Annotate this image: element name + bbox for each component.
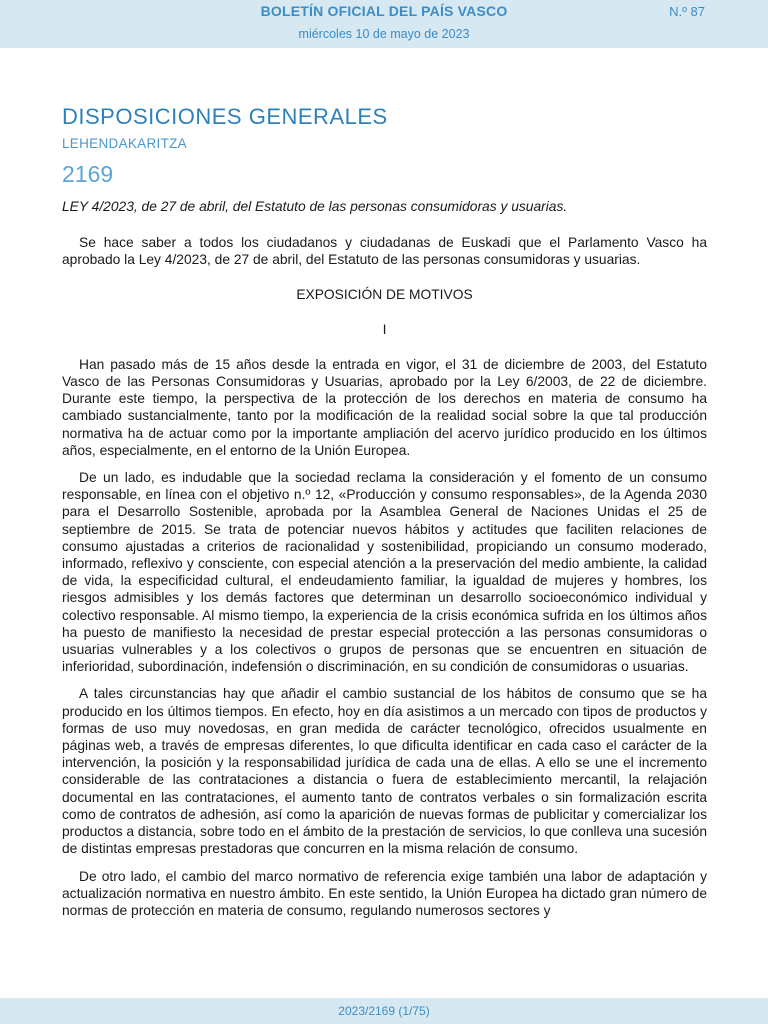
document-body xyxy=(62,234,707,929)
intro-paragraph: Se hace saber a todos los ciudadanos y ciudadanas de Euskadi que el Parlamento Vasco ha aprobado la Ley 4/2023, de 27 de abril, del Estatuto de las personas consumidoras y usuarias. xyxy=(62,235,707,268)
body-paragraph: Han pasado más de 15 años desde la entrada en vigor, el 31 de diciembre de 2003, del Estatuto Vasco de las Personas Consumidoras y Usuarias, aprobado por la Ley 6/2003, de 22 de diciembre. Durante este tiempo, la perspectiva de la protección de los derechos en materia de consumo ha cambiado sustancialmente, tanto por la modificación de la realidad social sobre la que tal producción normativa ha de actuar como por la importante ampliación del acervo jurídico producido en los últimos años, especialmente, en el entorno de la Unión Europea. xyxy=(62,356,707,458)
issue-number: N.º 87 xyxy=(669,4,705,19)
section-title: DISPOSICIONES GENERALES xyxy=(62,104,388,129)
page-reference: 2023/2169 (1/75) xyxy=(338,1004,430,1018)
body-paragraph: De otro lado, el cambio del marco normativo de referencia exige también una labor de adaptación y actualización normativa en nuestro ámbito. En este sentido, la Unión Europea ha dictado gran número de normas de protección en materia de consumo, regulando numerosos sectores y xyxy=(62,868,707,918)
body-paragraph: A tales circunstancias hay que añadir el cambio sustancial de los hábitos de consumo que se ha producido en los últimos tiempos. En efecto, hoy en día asistimos a un mercado con tipos de productos y formas de uso muy novedosas, en gran medida de carácter tecnológico, ofrecidos usualmente en páginas web, a través de empresas diferentes, lo que dificulta identificar en cada caso el carácter de la intervención, la posición y la responsabilidad jurídica de cada una de ellas. A ello se une el incremento considerable de las contrataciones a distancia o fuera de establecimiento mercantil, la relajación documental en las contrataciones, el aumento tanto de contratos verbales o sin formalización escrita como de contratos de adhesión, así como la aparición de nuevas formas de publicitar y comercializar los productos a distancia, sobre todo en el ámbito de la prestación de servicios, lo que conlleva una sucesión de distintas empresas prestadoras que concurren en la misma relación de consumo. xyxy=(62,686,708,857)
department-name: LEHENDAKARITZA xyxy=(62,136,187,151)
bulletin-title: BOLETÍN OFICIAL DEL PAÍS VASCO xyxy=(260,3,508,19)
bulletin-header xyxy=(0,0,768,48)
document-number: 2169 xyxy=(62,161,114,187)
body-paragraph: De un lado, es indudable que la sociedad reclama la consideración y el fomento de un consumo responsable, en línea con el objetivo n.º 12, «Producción y consumo responsables», de la Agenda 2030 para el Desarrollo Sostenible, aprobada por la Asamblea General de Naciones Unidas el 25 de septiembre de 2015. Se trata de potenciar nuevos hábitos y actitudes que faciliten relaciones de consumo ajustadas a criterios de racionalidad y sostenibilidad, propiciando un consumo moderado, informado, reflexivo y consciente, con especial atención a la preservación del medio ambiente, la calidad de vida, la especificidad cultural, el endeudamiento familiar, la igualdad de mujeres y hombres, los riesgos admisibles y los demás factores que determinan un desarrollo socioeconómico individual y colectivo responsable. Al mismo tiempo, la experiencia de la crisis económica sufrida en los últimos años ha puesto de manifiesto la necesidad de prestar especial protección a las personas consumidoras o usuarias vulnerables y a los colectivos o grupos de personas que se encuentren en situación de inferioridad, subordinación, indefensión o discriminación, en su condición de consumidoras o usuarias. xyxy=(62,470,707,675)
issue-date: miércoles 10 de mayo de 2023 xyxy=(298,27,470,41)
chapter-numeral: I xyxy=(382,321,387,337)
page-footer xyxy=(0,998,768,1024)
law-title: LEY 4/2023, de 27 de abril, del Estatuto de las personas consumidoras y usuarias. xyxy=(62,199,568,214)
exposicion-heading: EXPOSICIÓN DE MOTIVOS xyxy=(296,287,473,303)
